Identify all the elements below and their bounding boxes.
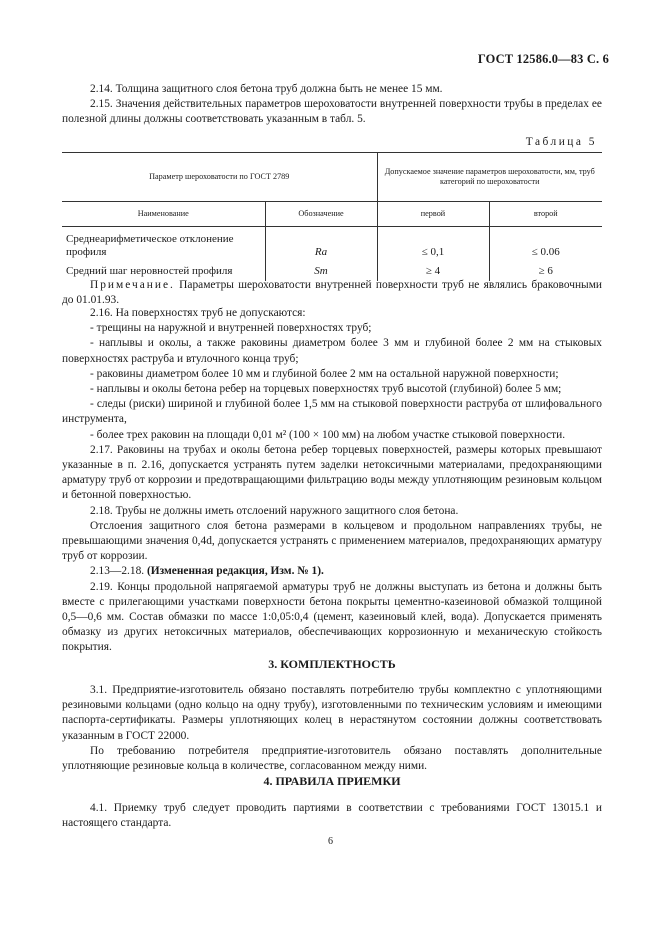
table-col-first: первой [377, 202, 489, 227]
table-note [62, 278, 602, 308]
row-first: ≥ 4 [377, 262, 489, 281]
table-col-second: второй [489, 202, 602, 227]
page-number: 6 [328, 836, 333, 847]
intro-section [62, 82, 602, 128]
paragraph-2-19: 2.19. Концы продольной напрягаемой арматуры труб не должны выступать из бетона и должны быть вместе с прилегающими участками поверхности бетона покрыты цементно-казеиновой обмазкой толщиной 0,5—0,6 мм. Состав обмазки по массе 1:0,05:0,4 (цемент, казеиновый клей, вода). Допускается применять обмазку из других нетоксичных материалов, обеспечивающих коррозионную и механическую стойкость покрытия. [62, 580, 602, 654]
row-name: Средний шаг неровностей профиля [66, 265, 233, 277]
list-item: - наплывы и околы, а также раковины диаметром более 3 мм и глубиной более 2 мм на стыковых поверхностях раструба и втулочного конца труб; [62, 337, 602, 365]
note-text: Параметры шероховатости внутренней поверхности труб не являлись браковочными до 01.01.93. [62, 279, 602, 307]
paragraph-2-14: 2.14. Толщина защитного слоя бетона труб должна быть не менее 15 мм. [90, 83, 443, 95]
section-2-16 [62, 306, 602, 656]
paragraph-2-18-detail: Отслоения защитного слоя бетона размерами в кольцевом и продольном направлениях трубы, не превышающими значения 0,4d, допускается устранять с применением материалов, предохраняющих арматуру труб от коррозии. [62, 519, 602, 563]
list-item: - более трех раковин на площади 0,01 м² (100 × 100 мм) на любом участке стыковой поверхности. [90, 428, 566, 441]
list-item: - следы (риски) шириной и глубиной более 1,5 мм на стыковой поверхности раструба от шлифовального инструмента, [62, 398, 602, 426]
section-3-title: 3. КОМПЛЕКТНОСТЬ [268, 657, 396, 671]
paragraph-3-1: 3.1. Предприятие-изготовитель обязано поставлять потребителю трубы комплектно с уплотняющими резиновыми кольцами (одно кольцо на одну трубу), изготовленными по техническим условиям и имеющими паспорта-сертификаты. Размеры уплотняющих колец в нерастянутом состоянии должны соответствовать указанным в ГОСТ 22000. [62, 684, 602, 742]
section-4-title: 4. ПРАВИЛА ПРИЕМКИ [263, 774, 401, 788]
row-first: ≤ 0,1 [377, 227, 489, 263]
edit-range: 2.13—2.18. [90, 565, 147, 578]
row-second: ≤ 0.06 [489, 227, 602, 263]
section-4 [62, 801, 602, 831]
edit-note: (Измененная редакция, Изм. № 1). [146, 565, 324, 578]
table-row [62, 227, 602, 263]
list-item: - раковины диаметром более 10 мм и глубиной более 2 мм на остальной наружной поверхности; [90, 367, 559, 380]
table-head-parameter: Параметр шероховатости по ГОСТ 2789 [62, 153, 377, 202]
paragraph-2-15: 2.15. Значения действительных параметров шероховатости внутренней поверхности трубы в пределах ее полезной длины должны соответствовать указанным в табл. 5. [62, 98, 602, 126]
row-second: ≥ 6 [489, 262, 602, 281]
section-3 [62, 683, 602, 774]
table-head-permissible: Допускаемое значение параметров шероховатости, мм, труб категорий по шероховатости [377, 153, 602, 202]
roughness-table [62, 152, 602, 281]
paragraph-2-16: 2.16. На поверхностях труб не допускаются: [90, 307, 306, 319]
list-item: - наплывы и околы бетона ребер на торцевых поверхностях труб высотой (глубиной) более 5 мм; [90, 383, 562, 396]
table-caption: Таблица 5 [525, 136, 597, 148]
row-symbol: Sm [265, 262, 377, 281]
paragraph-2-18: 2.18. Трубы не должны иметь отслоений наружного защитного слоя бетона. [90, 504, 459, 517]
row-name: Среднеарифметическое отклонение профиля [66, 233, 234, 258]
table-col-symbol: Обозначение [265, 202, 377, 227]
page-header: ГОСТ 12586.0—83 С. 6 [477, 52, 609, 66]
paragraph-3-1-extra: По требованию потребителя предприятие-изготовитель обязано поставлять дополнительные уплотняющие резиновые кольца в количестве, согласованном между ними. [62, 744, 602, 773]
paragraph-4-1: 4.1. Приемку труб следует проводить партиями в соответствии с требованиями ГОСТ 13015.1 и настоящего стандарта. [62, 802, 602, 830]
list-item: - трещины на наружной и внутренней поверхностях труб; [90, 322, 372, 335]
row-symbol: Ra [265, 227, 377, 263]
note-label: Примечание. [90, 279, 175, 291]
table-col-name: Наименование [62, 202, 265, 227]
paragraph-2-17: 2.17. Раковины на трубах и околы бетона ребер торцевых поверхностей, размеры которых превышают указанные в п. 2.16, допускается устранять путем заделки нетоксичными материалами, предохраняющими арматуру труб от коррозии и предотвращающими фильтрацию воды между уплотняющим резиновым кольцом и бетонной поверхностью. [62, 443, 602, 502]
